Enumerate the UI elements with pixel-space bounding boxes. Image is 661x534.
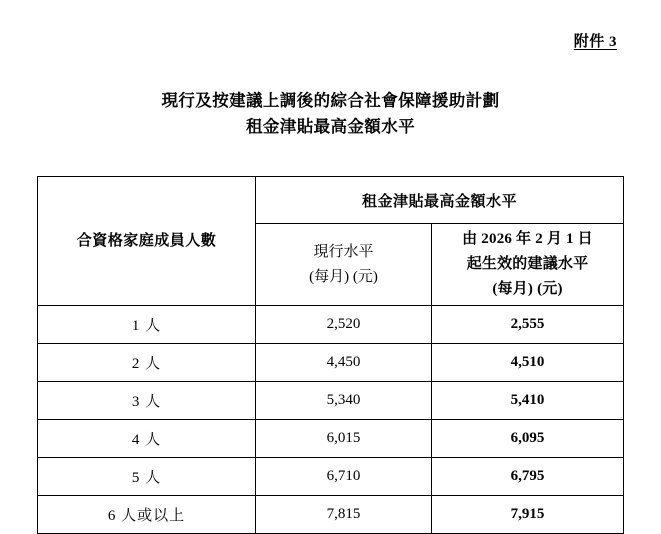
page-title-line-2: 租金津貼最高金額水平 <box>246 117 415 136</box>
table-row <box>38 344 624 382</box>
row-current: 5,340 <box>256 382 432 420</box>
row-members: 2 人 <box>38 344 256 382</box>
header-current-level-line-2: (每月) (元) <box>309 268 378 285</box>
table-row <box>38 458 624 496</box>
row-current: 4,450 <box>256 344 432 382</box>
table-row <box>38 382 624 420</box>
annex-label: 附件 3 <box>573 34 617 50</box>
row-proposed: 4,510 <box>432 344 624 382</box>
header-proposed-level-line-3: (每月) (元) <box>492 281 563 297</box>
row-current: 6,710 <box>256 458 432 496</box>
header-current-level-line-1: 現行水平 <box>313 243 374 260</box>
row-current: 7,815 <box>256 496 432 534</box>
row-members: 3 人 <box>38 382 256 420</box>
header-proposed-level-line-2: 起生效的建議水平 <box>466 256 589 272</box>
row-members: 4 人 <box>38 420 256 458</box>
row-members: 5 人 <box>38 458 256 496</box>
row-proposed: 5,410 <box>432 382 624 420</box>
row-members: 6 人或以上 <box>38 496 256 534</box>
row-members: 1 人 <box>38 306 256 344</box>
table-row <box>38 420 624 458</box>
row-proposed: 7,915 <box>432 496 624 534</box>
table-row <box>38 306 624 344</box>
row-proposed: 2,555 <box>432 306 624 344</box>
rent-allowance-table-wrapper <box>37 176 623 534</box>
page-title <box>0 88 661 140</box>
row-current: 2,520 <box>256 306 432 344</box>
rent-allowance-table <box>37 176 624 534</box>
table-header-row-group <box>38 177 624 224</box>
header-proposed-level-line-1: 由 2026 年 2 月 1 日 <box>462 231 593 247</box>
row-current: 6,015 <box>256 420 432 458</box>
table-row <box>38 496 624 534</box>
header-members-column: 合資格家庭成員人數 <box>38 177 256 306</box>
header-current-level <box>256 224 432 306</box>
header-group-title: 租金津貼最高金額水平 <box>256 177 624 224</box>
header-proposed-level <box>432 224 624 306</box>
row-proposed: 6,095 <box>432 420 624 458</box>
page-title-line-1: 現行及按建議上調後的綜合社會保障援助計劃 <box>161 91 500 110</box>
row-proposed: 6,795 <box>432 458 624 496</box>
